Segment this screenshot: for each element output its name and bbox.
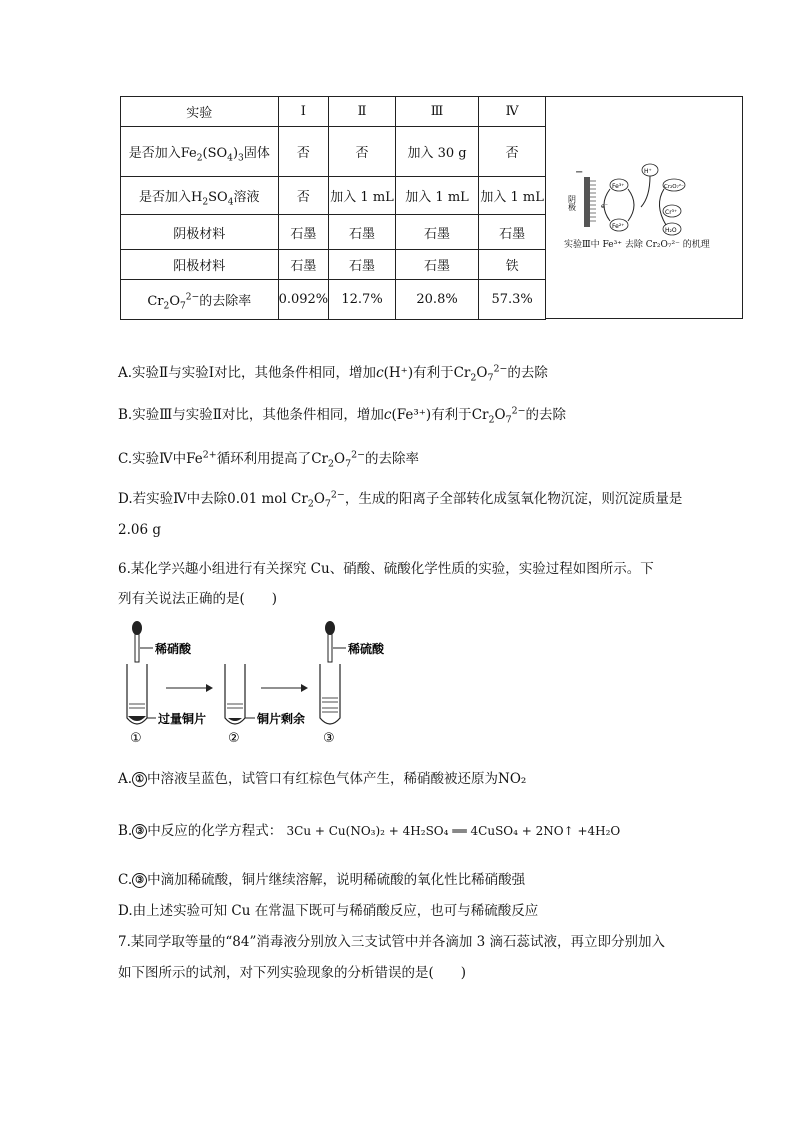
experiment-table	[120, 96, 546, 320]
question-6-stem-line2: 列有关说法正确的是( )	[118, 591, 278, 607]
circled-marker: ③	[132, 824, 147, 839]
table-cell: 铁	[479, 250, 546, 280]
ion-h2o: H₂O	[665, 227, 677, 234]
table-cell: 石墨	[479, 215, 546, 250]
table-cell: 加入 1 mL	[395, 177, 478, 215]
row-label-removal-rate: $Cr_2O_7^{2-}$的去除率	[121, 280, 279, 320]
table-cell: 0.092%	[278, 280, 329, 320]
circled-marker: ①	[132, 772, 147, 787]
table-header-cell: Ⅰ	[278, 97, 329, 127]
ion-cr3: Cr³⁺	[665, 209, 678, 216]
table-header-cell: Ⅲ	[395, 97, 478, 127]
table-cell: 加入 1 mL	[479, 177, 546, 215]
table-cell: 57.3%	[479, 280, 546, 320]
option-6a: A. ① 中溶液呈蓝色，试管口有红棕色气体产生，稀硝酸被还原为NO₂	[118, 771, 527, 787]
electrode-label: 阴极	[567, 195, 577, 211]
table-cell: 否	[278, 177, 329, 215]
table-cell: 否	[278, 127, 329, 177]
table-cell: 石墨	[329, 250, 396, 280]
ion-fe2: Fe²⁺	[612, 223, 625, 230]
ion-h-plus: H⁺	[644, 168, 652, 175]
row-label-h2so4: 是否加入$H_2SO_4$溶液	[121, 177, 279, 215]
test-tube-diagram	[118, 618, 388, 748]
table-cell: 否	[479, 127, 546, 177]
experiment-table-block	[120, 96, 743, 319]
label-copper-left: 铜片剩余	[257, 712, 306, 726]
row-label-fe2so43: 是否加入$Fe_2(SO_4)_3$固体	[121, 127, 279, 177]
option-6d: D.由上述实验可知 Cu 在常温下既可与稀硝酸反应，也可与稀硫酸反应	[118, 903, 539, 919]
table-cell: 加入 1 mL	[329, 177, 396, 215]
option-5d: D.若实验Ⅳ中去除0.01 mol $Cr_2O_7^{2-}$，生成的阳离子全部转化成氢氧化物沉淀，则沉淀质量是	[118, 489, 683, 510]
ion-cr2o7: Cr₂O₇²⁻	[664, 184, 684, 190]
question-7-stem-line2: 如下图所示的试剂，对下列实验现象的分析错误的是( )	[118, 965, 467, 981]
chemical-equation: 3Cu + Cu(NO₃)₂ + 4H₂SO₄ ══ 4CuSO₄ + 2NO↑ +4H₂O	[286, 824, 621, 838]
row-label-cathode: 阴极材料	[121, 215, 279, 250]
option-5b: B.实验Ⅲ与实验Ⅱ对比，其他条件相同，增加c(Fe³⁺)有利于$Cr_2O_7^{2-}$的去除	[118, 405, 567, 426]
table-cell: 加入 30 g	[395, 127, 478, 177]
option-5c: C.实验Ⅳ中$Fe^{2+}$循环利用提高了$Cr_2O_7^{2-}$的去除率	[118, 449, 420, 470]
option-5d-value: 2.06 g	[118, 522, 161, 538]
mechanism-figure-cell	[546, 96, 743, 319]
mechanism-caption: 实验Ⅲ中 Fe³⁺ 去除 Cr₂O₇²⁻ 的机理	[564, 240, 710, 250]
label-dilute-nitric: 稀硝酸	[155, 642, 192, 656]
tube-label-3: ③	[323, 731, 335, 746]
label-dilute-sulfuric: 稀硫酸	[348, 642, 385, 656]
mechanism-diagram	[546, 97, 743, 320]
option-6b: B. ③ 中反应的化学方程式： 3Cu + Cu(NO₃)₂ + 4H₂SO₄ ══ 4CuSO₄ + 2NO↑ +4H₂O	[118, 823, 621, 839]
table-header-cell: Ⅳ	[479, 97, 546, 127]
label-excess-copper: 过量铜片	[158, 712, 207, 726]
table-header-cell: 实验	[121, 97, 279, 127]
row-label-anode: 阳极材料	[121, 250, 279, 280]
table-cell: 石墨	[329, 215, 396, 250]
table-cell: 石墨	[278, 215, 329, 250]
circled-marker: ③	[132, 873, 147, 888]
electron-label: e⁻	[601, 203, 608, 210]
table-cell: 石墨	[395, 215, 478, 250]
question-7-stem-line1: 7.某同学取等量的“84”消毒液分别放入三支试管中并各滴加 3 滴石蕊试液，再立即分别加入	[118, 934, 666, 950]
table-header-cell: Ⅱ	[329, 97, 396, 127]
tube-label-2: ②	[228, 731, 240, 746]
table-cell: 12.7%	[329, 280, 396, 320]
table-cell: 石墨	[278, 250, 329, 280]
table-cell: 20.8%	[395, 280, 478, 320]
option-5a: A.实验Ⅱ与实验Ⅰ对比，其他条件相同，增加c(H⁺)有利于$Cr_2O_7^{2-}$的去除	[118, 363, 548, 384]
table-cell: 否	[329, 127, 396, 177]
ion-fe3: Fe³⁺	[612, 183, 625, 190]
test-tube-figure	[118, 618, 388, 748]
tube-label-1: ①	[130, 731, 142, 746]
table-cell: 石墨	[395, 250, 478, 280]
option-6c: C. ③ 中滴加稀硫酸，铜片继续溶解，说明稀硫酸的氧化性比稀硝酸强	[118, 872, 526, 888]
question-6-stem-line1: 6.某化学兴趣小组进行有关探究 Cu、硝酸、硫酸化学性质的实验，实验过程如图所示。下	[118, 561, 654, 577]
electrode-sign: −	[575, 167, 584, 178]
